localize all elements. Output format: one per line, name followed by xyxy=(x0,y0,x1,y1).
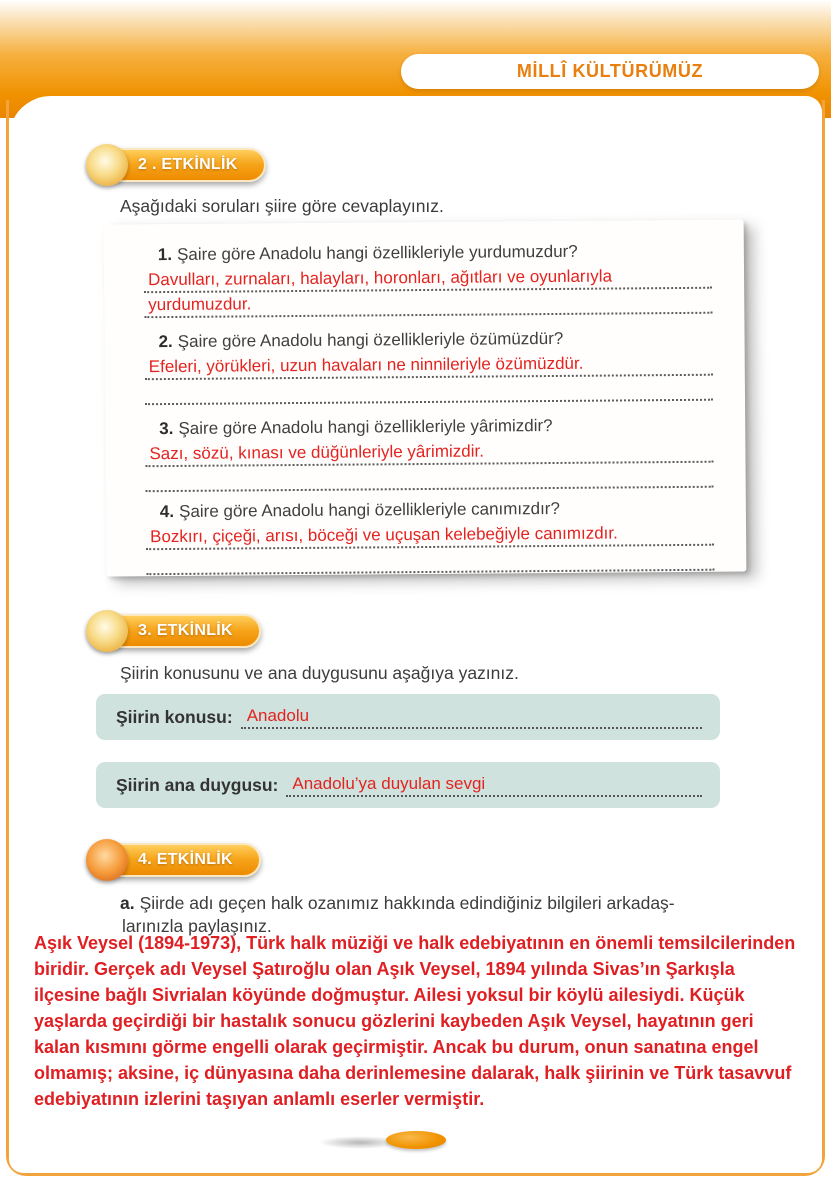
question-1-number: 1. xyxy=(157,244,173,265)
questions-paper xyxy=(104,219,747,576)
question-3-text: 3. Şaire göre Anadolu hangi özellikleriyle yârimizdir? xyxy=(159,415,553,439)
question-3-number: 3. xyxy=(159,418,174,439)
field-poem-main-emotion xyxy=(96,762,720,808)
answer-line xyxy=(146,463,714,492)
answer-line: Bozkırı, çiçeği, arısı, böceği ve uçuşan kelebeğiyle canımızdır. xyxy=(146,521,714,550)
question-2-text: 2. Şaire göre Anadolu hangi özellikleriyle özümüzdür? xyxy=(158,328,564,352)
activity4-instruction-line1: a. Şiirde adı geçen halk ozanımız hakkında edindiğiniz bilgileri arkadaş- xyxy=(120,893,675,913)
activity4-badge-label: 4. ETKİNLİK xyxy=(138,851,233,868)
answer-line xyxy=(146,546,714,575)
page-ornament xyxy=(386,1131,446,1149)
answer-line: Sazı, sözü, kınası ve düğünleriyle yârimizdir. xyxy=(145,438,713,467)
question-4-text: 4. Şaire göre Anadolu hangi özellikleriyle canımızdır? xyxy=(159,498,560,522)
field-poem-main-emotion-label: Şiirin ana duygusu: xyxy=(116,774,279,795)
field-poem-topic xyxy=(96,694,720,740)
question-4-number: 4. xyxy=(159,501,175,522)
student-answer-paragraph: Aşık Veysel (1894-1973), Türk halk müziği ve halk edebiyatının en önemli temsilcilerinden biridir. Gerçek adı Veysel Şatıroğlu olan Aşık Veysel, 1894 yılında Sivas’ın Şarkışla ilçesine bağlı Sivrialan köyünde doğmuştur. Ailesi yoksul bir köylü ailesiydi. Küçük yaşlarda geçirdiği bir hastalık sonucu gözlerini kaybeden Aşık Veysel, hayatının geri kalan kısmını görme engelli olarak geçirmiştir. Ancak bu durum, onun sanatına engel olmamış; aksine, iç dünyasına daha derinlemesine dalarak, halk şiirinin ve Türk tasavvuf edebiyatının izlerini taşıyan anlamlı eserler vermiştir. xyxy=(34,933,796,1109)
page-header-title-label: MİLLÎ KÜLTÜRÜMÜZ xyxy=(516,61,704,81)
activity2-instruction: Aşağıdaki soruları şiire göre cevaplayınız. xyxy=(120,196,444,216)
activity2-badge xyxy=(88,148,266,182)
page-header-title xyxy=(401,54,819,89)
field-poem-topic-label: Şiirin konusu: xyxy=(116,706,233,727)
activity3-badge-label: 3. ETKİNLİK xyxy=(138,622,233,639)
rose-icon xyxy=(86,144,128,186)
answer-line xyxy=(145,376,713,405)
question-2-number: 2. xyxy=(158,331,173,352)
question-1-text: 1. Şaire göre Anadolu hangi özellikleriyle yurdumuzdur? xyxy=(157,241,578,265)
activity4-badge xyxy=(88,843,261,877)
activity2-badge-label: 2 . ETKİNLİK xyxy=(138,156,238,173)
rose-icon xyxy=(86,839,128,881)
activity4-item-letter: a. xyxy=(120,893,135,913)
field-poem-topic-answer: Anadolu xyxy=(241,705,702,729)
answer-line: Davulları, zurnaları, halayları, horonları, ağıtları ve oyunlarıyla xyxy=(144,264,712,293)
answer-line: Efeleri, yörükleri, uzun havaları ne ninnileriyle özümüzdür. xyxy=(145,351,713,380)
activity3-badge xyxy=(88,614,261,648)
answer-line: yurdumuzdur. xyxy=(144,289,712,318)
rose-icon xyxy=(86,610,128,652)
activity3-instruction: Şiirin konusunu ve ana duygusunu aşağıya yazınız. xyxy=(120,663,519,683)
field-poem-main-emotion-answer: Anadolu’ya duyulan sevgi xyxy=(286,773,702,797)
activity4-instruction-line2: larınızla paylaşınız. xyxy=(122,916,272,936)
